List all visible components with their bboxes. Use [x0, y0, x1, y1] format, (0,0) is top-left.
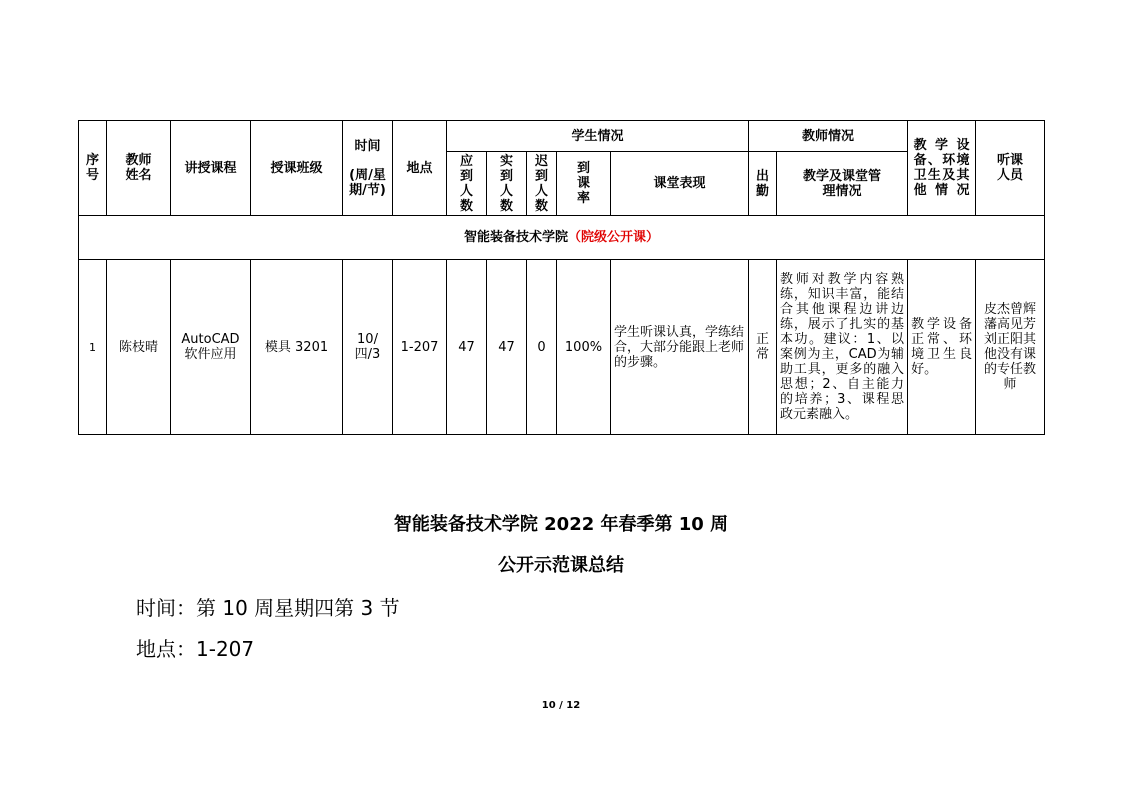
cell-actual: 47 — [487, 260, 527, 435]
header-actual: 实到人数 — [487, 152, 527, 216]
cell-class: 模具 3201 — [251, 260, 343, 435]
header-teacher-name: 教师姓名 — [107, 121, 171, 216]
section-heading-row — [79, 216, 1045, 260]
section-title: 智能装备技术学院 — [464, 230, 569, 245]
cell-management: 教师对教学内容熟练，知识丰富，能结合其他课程边讲边练，展示了扎实的基本功。建议：1、以案例为主，CAD为辅助工具，更多的融入思想；2、自主能力的培养；3、课程思政元素融入。 — [777, 260, 908, 435]
header-performance: 课堂表现 — [611, 152, 749, 216]
page-number: 10 / 12 — [541, 700, 581, 711]
header-time — [343, 121, 393, 216]
cell-course: AutoCAD软件应用 — [171, 260, 251, 435]
header-seq: 序号 — [79, 121, 107, 216]
header-management: 教学及课堂管理情况 — [777, 152, 908, 216]
header-time-label: 时间 — [354, 138, 381, 154]
cell-performance: 学生听课认真，学练结合，大部分能跟上老师的步骤。 — [611, 260, 749, 435]
header-attendance: 出勤 — [749, 152, 777, 216]
header-location: 地点 — [393, 121, 447, 216]
header-course: 讲授课程 — [171, 121, 251, 216]
cell-seq: 1 — [79, 260, 107, 435]
cell-equipment: 教学设备正常、环境卫生良好。 — [908, 260, 976, 435]
header-expected: 应到人数 — [447, 152, 487, 216]
header-equipment: 教学设备、环境卫生及其他情况 — [908, 121, 976, 216]
header-rate: 到课率 — [557, 152, 611, 216]
cell-attendance: 正常 — [749, 260, 777, 435]
cell-late: 0 — [527, 260, 557, 435]
summary-location-line: 地点：1-207 — [136, 637, 255, 661]
header-late: 迟到人数 — [527, 152, 557, 216]
header-teacher-group: 教师情况 — [749, 121, 908, 152]
section-tag: （院级公开课） — [568, 230, 660, 245]
summary-title: 智能装备技术学院 2022 年春季第 10 周 — [393, 514, 729, 535]
summary-time-line: 时间：第 10 周星期四第 3 节 — [136, 596, 400, 620]
cell-time: 10/四/3 — [343, 260, 393, 435]
header-student-group: 学生情况 — [447, 121, 749, 152]
cell-auditors: 皮杰曾辉藩高见芳刘正阳其他没有课的专任教师 — [976, 260, 1045, 435]
header-auditors: 听课人员 — [976, 121, 1045, 216]
table-row — [79, 260, 1045, 435]
cell-location: 1-207 — [393, 260, 447, 435]
cell-rate: 100% — [557, 260, 611, 435]
header-time-sub: (周/星期/节) — [349, 167, 386, 198]
lecture-observation-table — [78, 120, 1045, 435]
summary-subtitle: 公开示范课总结 — [498, 555, 624, 576]
header-class: 授课班级 — [251, 121, 343, 216]
cell-teacher: 陈枝晴 — [107, 260, 171, 435]
cell-expected: 47 — [447, 260, 487, 435]
